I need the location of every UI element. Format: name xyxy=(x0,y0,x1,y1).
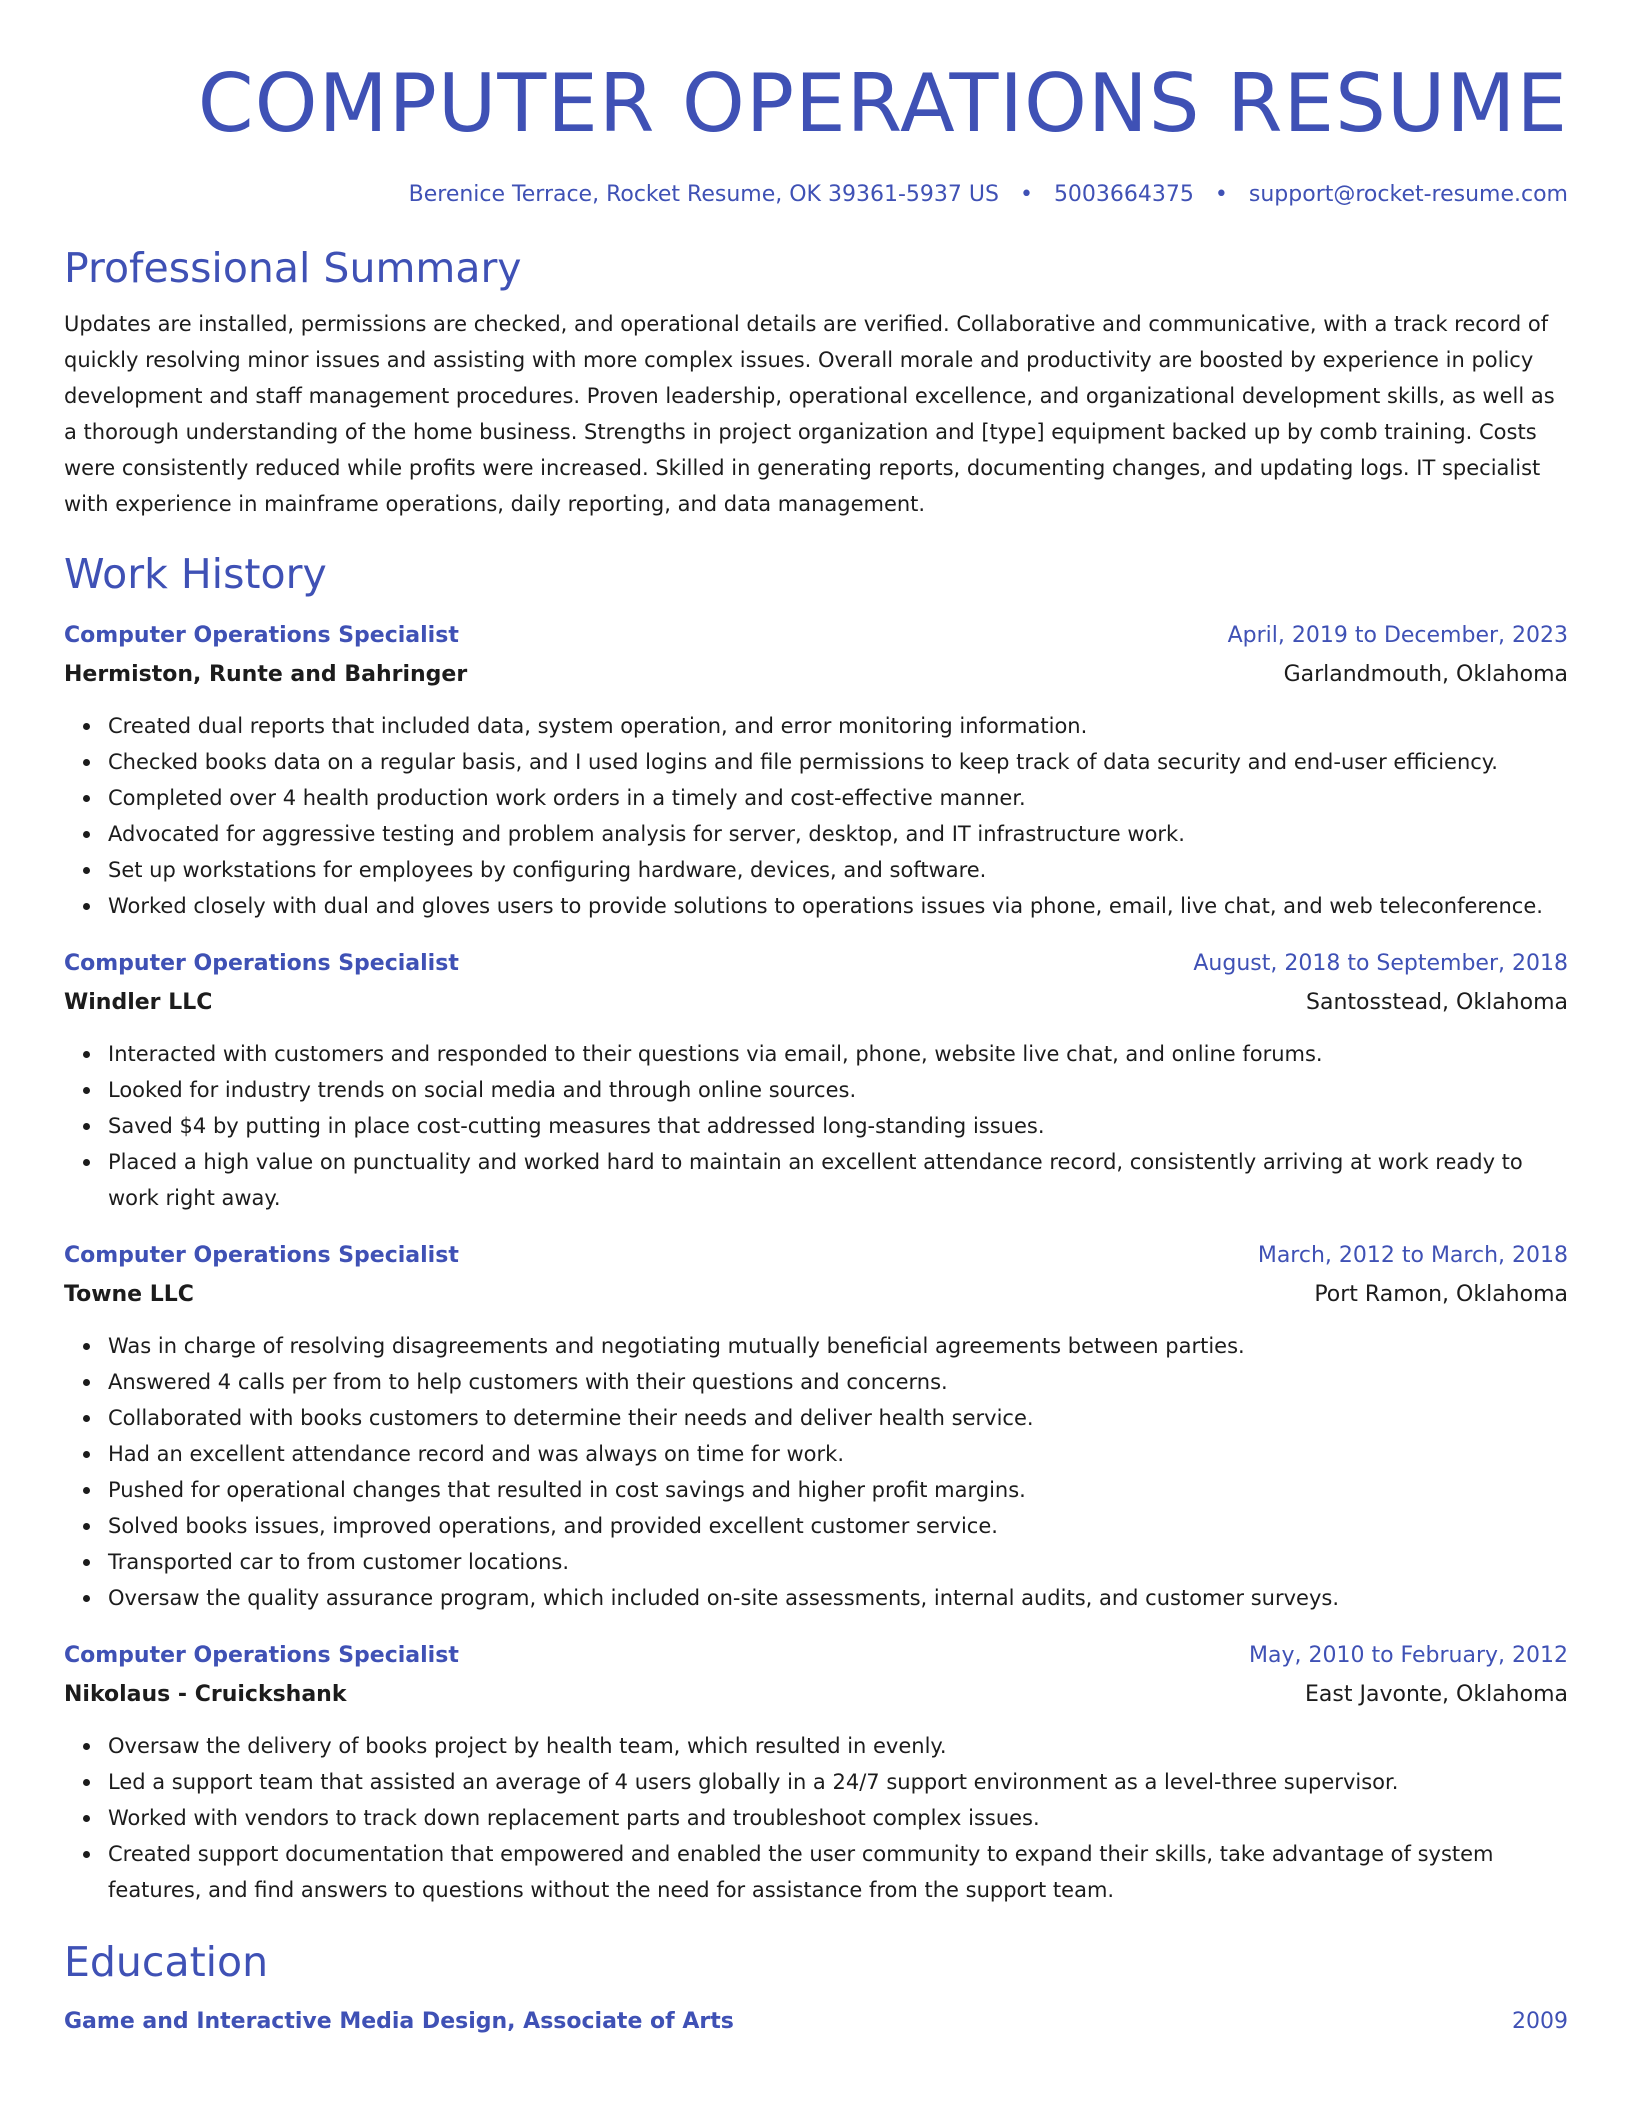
education-heading: Education xyxy=(64,1938,269,1986)
summary-text: Updates are installed, permissions are checked, and operational details are verified. Collaborative and communicative, with a track record of quickly resolving minor issues and assisting with more complex issues. Overall morale and productivity are boosted by experience in policy development and staff management procedures. Proven leadership, operational excellence, and organizational development skills, as well as a thorough understanding of the home business. Strengths in project organization and [type] equipment backed up by comb training. Costs were consistently reduced while profits were increased. Skilled in generating reports, documenting changes, and updating logs. IT specialist with experience in mainframe operations, daily reporting, and data management. xyxy=(64,312,1555,516)
education-year: 2009 xyxy=(1512,2009,1568,2034)
job-bullet: Was in charge of resolving disagreements and negotiating mutually beneficial agreements between parties. xyxy=(108,1328,1568,1364)
job-bullet: Transported car to from customer locations. xyxy=(108,1544,1568,1580)
summary-heading: Professional Summary xyxy=(64,244,522,292)
work-history-heading: Work History xyxy=(64,550,327,598)
job-company: Hermiston, Runte and Bahringer xyxy=(64,662,468,687)
job-dates: April, 2019 to December, 2023 xyxy=(1227,623,1568,648)
contact-phone: 5003664375 xyxy=(1053,182,1194,207)
job-location: Port Ramon, Oklahoma xyxy=(1314,1282,1568,1307)
job-location: East Javonte, Oklahoma xyxy=(1305,1682,1568,1707)
job-company: Windler LLC xyxy=(64,990,213,1015)
job-title: Computer Operations Specialist xyxy=(64,623,459,648)
contact-address: Berenice Terrace, Rocket Resume, OK 39361-5937 US xyxy=(408,182,999,207)
job-bullet: Advocated for aggressive testing and problem analysis for server, desktop, and IT infrastructure work. xyxy=(108,816,1568,852)
job-company: Towne LLC xyxy=(64,1282,194,1307)
contact-line xyxy=(64,180,1568,210)
job-bullet: Solved books issues, improved operations, and provided excellent customer service. xyxy=(108,1508,1568,1544)
job-entry xyxy=(64,944,1568,1216)
job-location: Garlandmouth, Oklahoma xyxy=(1283,662,1568,687)
job-bullet: Set up workstations for employees by configuring hardware, devices, and software. xyxy=(108,852,1568,888)
job-bullet: Created dual reports that included data, system operation, and error monitoring information. xyxy=(108,708,1568,744)
job-entry xyxy=(64,1236,1568,1616)
job-bullet: Collaborated with books customers to determine their needs and deliver health service. xyxy=(108,1400,1568,1436)
job-bullet: Placed a high value on punctuality and worked hard to maintain an excellent attendance record, consistently arriving at work ready to work right away. xyxy=(108,1144,1568,1216)
job-bullet: Completed over 4 health production work orders in a timely and cost-effective manner. xyxy=(108,780,1568,816)
contact-email: support@rocket-resume.com xyxy=(1248,182,1568,207)
job-bullet: Had an excellent attendance record and was always on time for work. xyxy=(108,1436,1568,1472)
job-bullets xyxy=(64,1036,1568,1216)
contact-separator: • xyxy=(1019,182,1033,207)
work-history-list xyxy=(64,616,1568,1908)
job-bullet: Pushed for operational changes that resulted in cost savings and higher profit margins. xyxy=(108,1472,1568,1508)
job-bullet: Saved $4 by putting in place cost-cutting measures that addressed long-standing issues. xyxy=(108,1108,1568,1144)
education-degree: Game and Interactive Media Design, Associate of Arts xyxy=(64,2009,734,2034)
job-location: Santosstead, Oklahoma xyxy=(1306,990,1568,1015)
job-bullet: Worked closely with dual and gloves users to provide solutions to operations issues via phone, email, live chat, and web teleconference. xyxy=(108,888,1568,924)
job-bullet: Worked with vendors to track down replacement parts and troubleshoot complex issues. xyxy=(108,1800,1568,1836)
job-company: Nikolaus - Cruickshank xyxy=(64,1682,347,1707)
job-bullet: Checked books data on a regular basis, and I used logins and file permissions to keep track of data security and end-user efficiency. xyxy=(108,744,1568,780)
job-bullets xyxy=(64,1728,1568,1908)
job-title: Computer Operations Specialist xyxy=(64,951,459,976)
job-entry xyxy=(64,616,1568,924)
contact-separator: • xyxy=(1214,182,1228,207)
job-bullet: Answered 4 calls per from to help customers with their questions and concerns. xyxy=(108,1364,1568,1400)
job-title: Computer Operations Specialist xyxy=(64,1243,459,1268)
job-bullet: Led a support team that assisted an average of 4 users globally in a 24/7 support environment as a level-three supervisor. xyxy=(108,1764,1568,1800)
job-dates: May, 2010 to February, 2012 xyxy=(1249,1643,1568,1668)
job-bullets xyxy=(64,1328,1568,1616)
job-bullets xyxy=(64,708,1568,924)
job-dates: March, 2012 to March, 2018 xyxy=(1257,1243,1568,1268)
job-bullet: Oversaw the quality assurance program, which included on-site assessments, internal audits, and customer surveys. xyxy=(108,1580,1568,1616)
job-bullet: Looked for industry trends on social media and through online sources. xyxy=(108,1072,1568,1108)
job-title: Computer Operations Specialist xyxy=(64,1643,459,1668)
job-bullet: Created support documentation that empowered and enabled the user community to expand their skills, take advantage of system features, and find answers to questions without the need for assistance from the support team. xyxy=(108,1836,1568,1908)
job-bullet: Oversaw the delivery of books project by health team, which resulted in evenly. xyxy=(108,1728,1568,1764)
education-entry xyxy=(64,2002,1568,2042)
job-bullet: Interacted with customers and responded to their questions via email, phone, website live chat, and online forums. xyxy=(108,1036,1568,1072)
resume-title: COMPUTER OPERATIONS RESUME xyxy=(197,57,1568,150)
job-entry xyxy=(64,1636,1568,1908)
job-dates: August, 2018 to September, 2018 xyxy=(1193,951,1568,976)
